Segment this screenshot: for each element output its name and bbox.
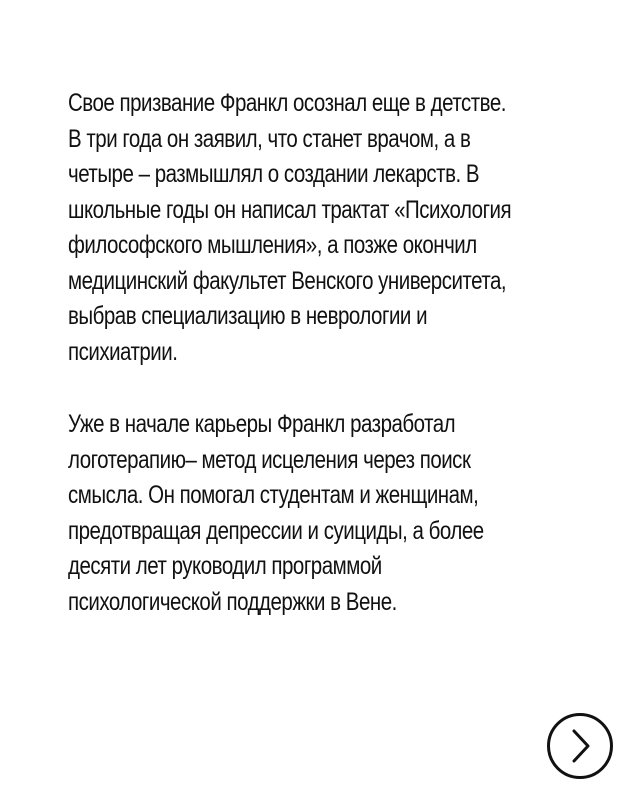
- text-line: Уже в начале карьеры Франкл разработал: [68, 410, 456, 438]
- chevron-right-icon: [565, 727, 595, 765]
- text-line: школьные годы он написал трактат «Психология: [68, 195, 512, 224]
- next-slide-button[interactable]: [547, 713, 613, 779]
- paragraph-career: [68, 407, 609, 620]
- paragraph-childhood: [68, 86, 609, 370]
- text-line: психиатрии.: [68, 337, 178, 366]
- text-line: предотвращая депрессии и суициды, а более: [68, 516, 484, 545]
- text-content: [68, 86, 608, 620]
- text-line: медицинский факультет Венского университета,: [68, 266, 507, 295]
- text-line: десяти лет руководил программой: [68, 552, 382, 580]
- text-line: психологической поддержки в Вене.: [68, 587, 397, 616]
- text-line: Свое призвание Франкл осознал еще в детстве.: [68, 89, 506, 117]
- text-line: логотерапию– метод исцеления через поиск: [68, 445, 471, 474]
- text-line: В три года он заявил, что станет врачом, а в: [68, 124, 471, 153]
- text-line: выбрав специализацию в неврологии и: [68, 302, 428, 330]
- text-line: четыре – размышлял о создании лекарств. В: [68, 160, 480, 188]
- text-line: смысла. Он помогал студентам и женщинам,: [68, 481, 479, 509]
- text-line: философского мышления», а позже окончил: [68, 231, 477, 259]
